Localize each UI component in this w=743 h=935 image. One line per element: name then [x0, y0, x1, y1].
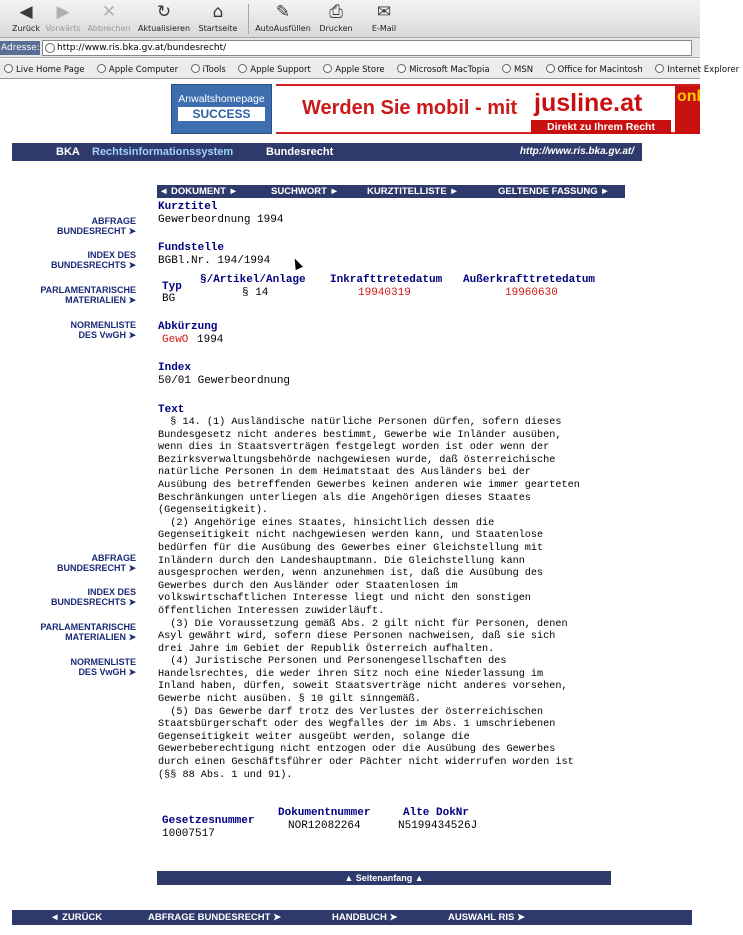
text-line: Handelsrechtes, die weder ihren Sitz noch eine Niederlassung im — [158, 668, 544, 680]
favorite-link[interactable]: Apple Store — [323, 64, 388, 75]
favorite-link[interactable]: Office for Macintosh — [546, 64, 647, 75]
text-line: öffentlichen Interessen zuwiderläuft. — [158, 605, 385, 617]
globe-icon — [238, 64, 247, 73]
dokumentnummer-label: Dokumentnummer — [278, 807, 371, 819]
url-input[interactable] — [42, 40, 692, 56]
favorite-link[interactable]: Live Home Page — [4, 64, 88, 75]
text-line: Bundesgesetz nicht anderes bestimmt, Gewerbe wie Inländer ausüben, — [158, 429, 562, 441]
back-arrow-icon: ◀ — [19, 2, 33, 22]
autofill-icon: ✎ — [275, 2, 291, 22]
side-link-parlamentarische-materialien[interactable]: PARLAMENTARISCHE MATERIALIEN ➤ — [40, 285, 136, 305]
stop-icon: ✕ — [101, 2, 117, 22]
back-button[interactable]: ◀ Zurück — [12, 2, 40, 33]
text-line: (2) Angehörige eines Staates, hinsichtlich dessen die — [158, 517, 495, 529]
favorite-link[interactable]: Microsoft MacTopia — [397, 64, 494, 75]
side-link-index-bundesrecht[interactable]: INDEX DES BUNDESRECHTS ➤ — [50, 250, 136, 270]
text-line: Asyl gewährt wird, sofern diese Personen nachweisen, daß sie sich — [158, 631, 556, 643]
artikel-value: § 14 — [242, 287, 269, 299]
side-link-index-bundesrecht[interactable]: INDEX DES BUNDESRECHTS ➤ — [50, 587, 136, 607]
index-value: 50/01 Gewerbeordnung — [158, 375, 291, 387]
inkraft-value: 19940319 — [358, 287, 411, 299]
side-link-abfrage-bundesrecht[interactable]: ABFRAGE BUNDESRECHT ➤ — [56, 216, 136, 236]
browser-toolbar — [0, 0, 700, 38]
text-line: ausgesprochen werden, wenn anzunehmen ist, daß die Ausübung des — [158, 568, 544, 580]
text-label: Text — [158, 404, 185, 416]
bundesrecht-label: Bundesrecht — [266, 146, 334, 158]
text-line: (3) Die Voraussetzung gemäß Abs. 2 gilt nicht für Personen, denen — [158, 618, 568, 630]
bottom-nav — [12, 910, 692, 925]
printer-icon: ⎙ — [329, 2, 343, 22]
inkraft-label: Inkrafttretedatum — [330, 274, 443, 286]
text-line: Bezirksverwaltungsbehörde nachgewiesen wurde, daß österreichische — [158, 454, 556, 466]
favorite-link[interactable]: Apple Support — [238, 64, 315, 75]
text-line: Gegenseitigkeit nicht nachgewiesen werden kann, und Staatenlose — [158, 530, 544, 542]
nav-dokument[interactable]: ◄ DOKUMENT ► — [159, 186, 238, 197]
favorite-link[interactable]: Apple Computer — [97, 64, 182, 75]
text-line: (Gegenseitigkeit). — [158, 505, 269, 517]
globe-icon — [97, 64, 106, 73]
text-line: drei Jahre im Gebiet der Republik Österreich aufhalten. — [158, 643, 495, 655]
bka-label: BKA — [56, 146, 80, 158]
globe-icon — [397, 64, 406, 73]
favorite-link[interactable]: Internet Explorer — [655, 64, 743, 75]
banner-slogan: Werden Sie mobil - mit — [302, 97, 518, 119]
abkuerzung-year: 1994 — [197, 334, 224, 346]
globe-icon — [655, 64, 664, 73]
globe-icon — [502, 64, 511, 73]
text-line: Ausübung des betreffenden Gewerbes keinen anderen wie immer gearteten — [158, 479, 580, 491]
ausserkraft-value: 19960630 — [505, 287, 558, 299]
nav-zurueck[interactable]: ◄ ZURÜCK — [50, 912, 103, 923]
text-line: (5) Das Gewerbe darf trotz des Verlustes der österreichischen — [158, 706, 544, 718]
nav-kurztitelliste[interactable]: KURZTITELLISTE ► — [367, 186, 459, 197]
nav-handbuch[interactable]: HANDBUCH ➤ — [332, 912, 398, 923]
typ-value: BG — [162, 293, 176, 305]
text-line: wenn dies in Staatsverträgen festgelegt worden ist oder wenn der — [158, 442, 550, 454]
kurztitel-value: Gewerbeordnung 1994 — [158, 214, 284, 226]
anwaltshomepage-banner[interactable]: Anwaltshomepage SUCCESS — [171, 84, 272, 134]
abkuerzung-label: Abkürzung — [158, 321, 218, 333]
document-nav — [157, 185, 625, 198]
typ-label: Typ — [162, 281, 182, 293]
jusline-banner[interactable] — [276, 84, 700, 134]
toolbar-divider — [248, 4, 249, 34]
side-link-parlamentarische-materialien[interactable]: PARLAMENTARISCHE MATERIALIEN ➤ — [40, 622, 136, 642]
globe-icon — [546, 64, 555, 73]
text-line: Inland haben, dürfen, soweit Staatsverträge nicht anderes vorsehen, — [158, 681, 568, 693]
refresh-button[interactable]: ↻ Aktualisieren — [137, 2, 191, 33]
url-text: http://www.ris.bka.gv.at/bundesrecht/ — [57, 43, 227, 53]
law-text — [158, 417, 628, 782]
side-link-abfrage-bundesrecht[interactable]: ABFRAGE BUNDESRECHT ➤ — [56, 553, 136, 573]
text-line: volkswirtschaftlichen Interesse liegt und nicht den sonstigen — [158, 593, 531, 605]
text-line: (§§ 88 Abs. 1 und 91). — [158, 769, 293, 781]
site-url[interactable]: http://www.ris.bka.gv.at/ — [519, 146, 634, 157]
abkuerzung-link[interactable]: GewO — [162, 334, 189, 346]
favorite-link[interactable]: MSN — [502, 64, 537, 75]
kurztitel-label: Kurztitel — [158, 201, 218, 213]
gesetzesnummer-label: Gesetzesnummer — [162, 815, 255, 827]
side-link-normenliste[interactable]: NORMENLISTE DES VwGH ➤ — [70, 320, 136, 340]
address-label: Adresse: — [1, 43, 40, 53]
home-button[interactable]: ⌂ Startseite — [198, 2, 238, 33]
dokumentnummer-value: NOR12082264 — [288, 820, 361, 832]
nav-geltende-fassung[interactable]: GELTENDE FASSUNG ► — [498, 186, 610, 197]
home-icon: ⌂ — [212, 2, 224, 22]
text-line: Staatsbürgerschaft oder des Wegfalles der im Abs. 1 umschriebenen — [158, 719, 556, 731]
artikel-label: §/Artikel/Anlage — [200, 274, 306, 286]
globe-icon — [323, 64, 332, 73]
text-line: Inländern durch den Landeshauptmann. Die Gleichstellung kann — [158, 555, 525, 567]
mail-icon: ✉ — [376, 2, 392, 22]
text-line: Gegenseitigkeit weiter ausgeübt werden, solange die — [158, 731, 470, 743]
address-bar — [0, 38, 700, 58]
fundstelle-label: Fundstelle — [158, 242, 225, 254]
text-line: durch einen Geschäftsführer oder Pächter nicht widerrufen worden ist — [158, 757, 574, 769]
favorite-link[interactable]: iTools — [191, 64, 230, 75]
globe-icon — [4, 64, 13, 73]
index-label: Index — [158, 362, 192, 374]
text-line: (4) Juristische Personen und Personengesellschaften des — [158, 656, 507, 668]
text-line: Gewerbes durch den Ausländer oder Staatenlosen im — [158, 580, 458, 592]
text-line: § 14. (1) Ausländische natürliche Personen dürfen, sofern dieses — [158, 417, 562, 428]
text-line: bedürfen für die Ausübung des Gewerbes einer Gleichstellung mit — [158, 542, 544, 554]
favorites-bar — [0, 59, 740, 79]
banner-subtitle: Direkt zu Ihrem Recht — [531, 120, 671, 134]
banner-edge: onl — [675, 86, 700, 134]
alte-doknr-label: Alte DokNr — [403, 807, 470, 819]
text-line: Gewerbe nicht ausüben. § 10 gilt sinngemäß. — [158, 694, 421, 706]
globe-icon — [45, 43, 55, 53]
mail-button[interactable]: ✉ E-Mail — [371, 2, 397, 33]
stop-button[interactable]: ✕ Abbrechen — [87, 2, 131, 33]
text-line: Beschränkungen unterliegen als die Angehörigen dieses Staates — [158, 492, 531, 504]
side-link-normenliste[interactable]: NORMENLISTE DES VwGH ➤ — [70, 657, 136, 677]
text-line: Gewerbeberechtigung nicht entzogen oder die Ausübung des Gewerbes — [158, 744, 556, 756]
alte-doknr-value: N5199434526J — [398, 820, 478, 832]
globe-icon — [191, 64, 200, 73]
refresh-icon: ↻ — [156, 2, 172, 22]
back-to-top-link[interactable]: ▲ Seitenanfang ▲ — [157, 871, 611, 885]
print-button[interactable]: ⎙ Drucken — [319, 2, 353, 33]
gesetzesnummer-value: 10007517 — [162, 828, 215, 840]
nav-abfrage-bundesrecht[interactable]: ABFRAGE BUNDESRECHT ➤ — [148, 912, 282, 923]
ausserkraft-label: Außerkrafttretedatum — [463, 274, 596, 286]
mouse-cursor-icon — [291, 257, 303, 270]
autofill-button[interactable]: ✎ AutoAusfüllen — [255, 2, 311, 33]
ris-label: Rechtsinformationssystem — [92, 146, 234, 158]
site-header — [12, 143, 642, 161]
banner-brand: jusline.at — [534, 89, 643, 117]
forward-button[interactable]: ▶ Vorwärts — [45, 2, 81, 33]
nav-auswahl-ris[interactable]: AUSWAHL RIS ➤ — [448, 912, 525, 923]
fundstelle-value: BGBl.Nr. 194/1994 — [158, 255, 271, 267]
nav-suchwort[interactable]: SUCHWORT ► — [271, 186, 339, 197]
text-line: natürliche Personen in dem Heimatstaat des Ausländers bei der — [158, 467, 531, 479]
forward-arrow-icon: ▶ — [56, 2, 70, 22]
